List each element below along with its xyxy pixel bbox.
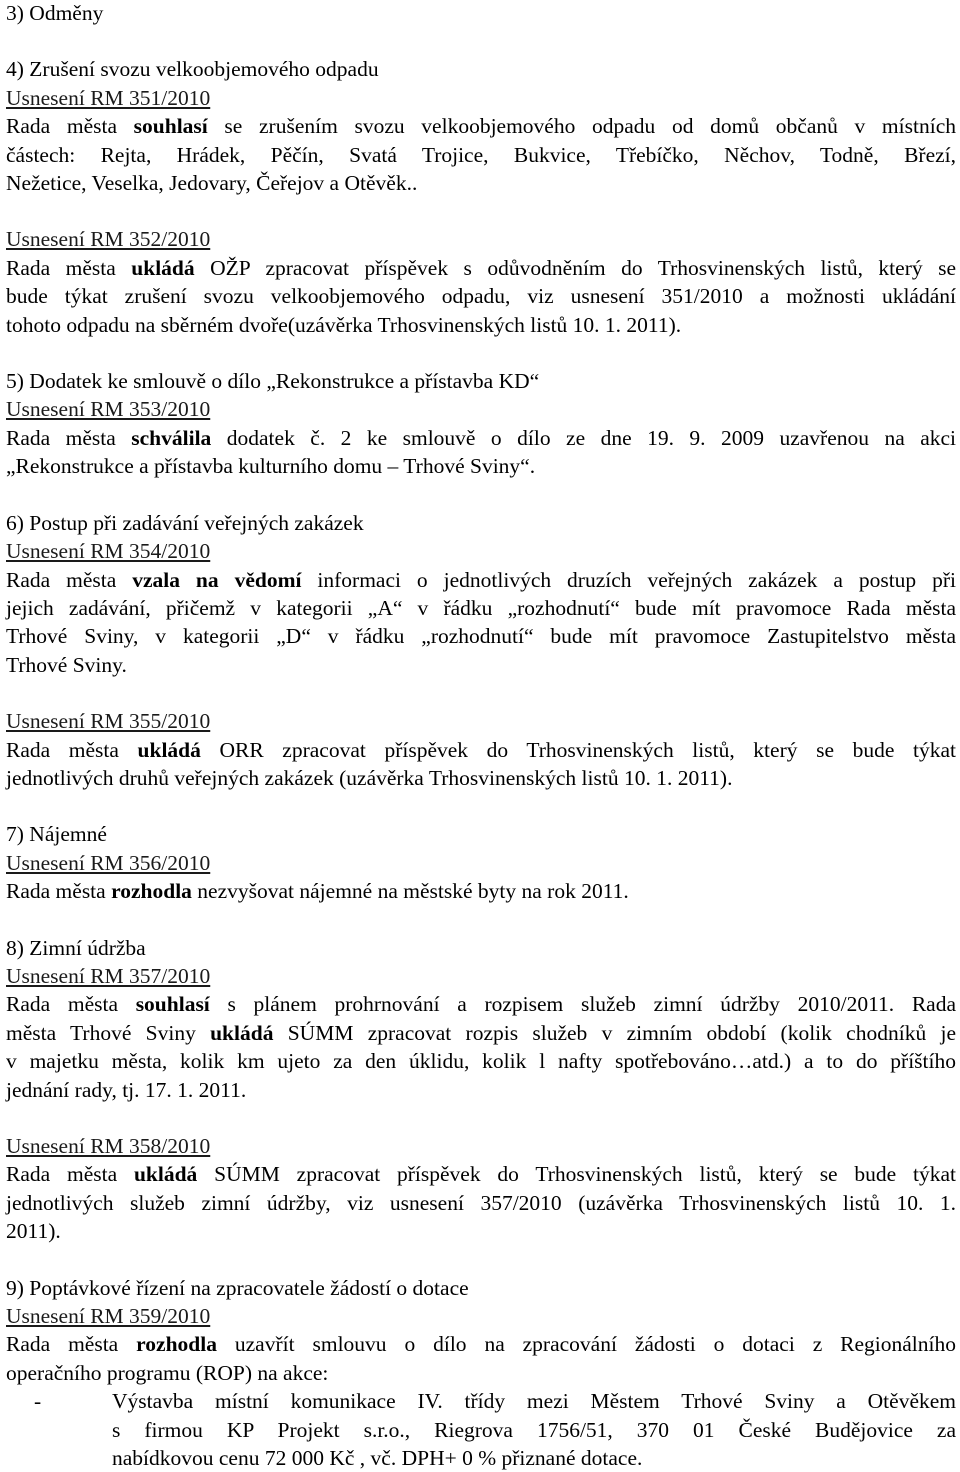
resolution-text-line: 2011). <box>6 1219 61 1244</box>
resolution-text-line: Rada města ukládá SÚMM zpracovat příspěvek do Trhosvinenských listů, který se bude týkat <box>6 1162 957 1187</box>
resolution-text-line: Rada města ukládá ORR zpracovat příspěvek do Trhosvinenských listů, který se bude týkat <box>6 737 956 762</box>
resolution-heading: Usnesení RM 355/2010 <box>6 709 211 734</box>
section-heading-7 <box>6 820 956 848</box>
resolution-text-line: „Rekonstrukce a přístavba kulturního domu – Trhové Sviny“. <box>6 454 536 479</box>
section-title: Zimní údržba <box>29 935 146 960</box>
resolution-verb: souhlasí <box>135 992 210 1017</box>
resolution-text-line: bude týkat zrušení svozu velkoobjemového odpadu, viz usnesení 351/2010 a možnosti ukládání <box>6 284 956 309</box>
section-title: Dodatek ke smlouvě o dílo „Rekonstrukce a přístavba KD“ <box>29 369 540 394</box>
resolution-verb: ukládá <box>137 737 201 762</box>
list-item-line: Výstavba místní komunikace IV. třídy mezi Městem Trhové Sviny a Otěvěkem <box>112 1389 956 1414</box>
resolution-text-line: jednání rady, tj. 17. 1. 2011. <box>6 1077 247 1102</box>
resolution-verb: ukládá <box>131 255 195 280</box>
section-title: Nájemné <box>29 822 107 847</box>
resolution-verb: vzala na vědomí <box>132 567 302 592</box>
resolution-text-line: operačního programu (ROP) na akce: <box>6 1360 329 1385</box>
resolution-heading: Usnesení RM 357/2010 <box>6 963 211 988</box>
resolution-text-line: Rada města schválila dodatek č. 2 ke smlouvě o dílo ze dne 19. 9. 2009 uzavřenou na akci <box>6 425 957 450</box>
resolution-verb: schválila <box>131 425 212 450</box>
resolution-heading: Usnesení RM 359/2010 <box>6 1304 211 1329</box>
section-heading-6 <box>6 509 956 537</box>
resolution-text-line: města Trhové Sviny ukládá SÚMM zpracovat rozpis služeb v zimním období (kolik chodníků je <box>6 1020 956 1045</box>
resolution-heading: Usnesení RM 356/2010 <box>6 850 211 875</box>
resolution-verb: souhlasí <box>133 114 208 139</box>
resolution-heading: Usnesení RM 351/2010 <box>6 85 211 110</box>
resolution-text-line: Rada města souhlasí se zrušením svozu velkoobjemového odpadu od domů občanů v místních <box>6 114 956 139</box>
section-number: 7) <box>6 822 24 847</box>
section-title: Odměny <box>29 1 104 25</box>
section-heading-8 <box>6 934 956 962</box>
resolution-verb: ukládá <box>133 1162 198 1187</box>
resolution-text-line: částech: Rejta, Hrádek, Pěčín, Svatá Trojice, Bukvice, Třebíčko, Něchov, Todně, Březí, <box>6 142 956 167</box>
section-number: 6) <box>6 510 24 535</box>
resolution-heading: Usnesení RM 354/2010 <box>6 539 211 564</box>
resolution-text-line: Rada města rozhodla nezvyšovat nájemné na městské byty na rok 2011. <box>6 879 629 904</box>
resolution-verb: ukládá <box>210 1020 274 1045</box>
list-item-line: nabídkovou cenu 72 000 Kč , vč. DPH+ 0 % přiznané dotace. <box>112 1446 643 1471</box>
section-heading-4 <box>6 55 956 83</box>
resolution-text-line: v majetku města, kolik km ujeto za den úklidu, kolik l nafty spotřebováno…atd.) a to do příštího <box>6 1049 956 1074</box>
section-number: 8) <box>6 935 24 960</box>
resolution-text-line: jejich zadávání, přičemž v kategorii „A“ v řádku „rozhodnutí“ bude mít pravomoce Rada města <box>6 595 956 620</box>
list-item-line: s firmou KP Projekt s.r.o., Riegrova 1756/51, 370 01 České Budějovice za <box>112 1417 956 1442</box>
section-number: 5) <box>6 369 24 394</box>
resolution-heading: Usnesení RM 353/2010 <box>6 397 211 422</box>
resolution-text-line: Rada města vzala na vědomí informaci o jednotlivých druzích veřejných zakázek a postup při <box>6 567 956 592</box>
section-title: Zrušení svozu velkoobjemového odpadu <box>29 57 379 82</box>
resolution-verb: rozhodla <box>136 1332 217 1357</box>
section-number: 4) <box>6 57 24 82</box>
list-item <box>6 1387 956 1472</box>
section-number: 9) <box>6 1275 24 1300</box>
resolution-text-line: Trhové Sviny, v kategorii „D“ v řádku „rozhodnutí“ bude mít pravomoce Zastupitelstvo města <box>6 624 956 649</box>
section-title: Poptávkové řízení na zpracovatele žádostí o dotace <box>29 1275 469 1300</box>
section-heading-9 <box>6 1274 956 1302</box>
resolution-text-line: Rada města ukládá OŽP zpracovat příspěvek s odůvodněním do Trhosvinenských listů, který se <box>6 255 956 280</box>
resolution-heading: Usnesení RM 352/2010 <box>6 227 211 252</box>
resolution-text-line: jednotlivých služeb zimní údržby, viz usnesení 357/2010 (uzávěrka Trhosvinenských listů 10. 1. <box>6 1190 956 1215</box>
resolution-text-line: Rada města rozhodla uzavřít smlouvu o dílo na zpracování žádosti o dotaci z Regionálního <box>6 1332 957 1357</box>
resolution-text-line: Rada města souhlasí s plánem prohrnování a rozpisem služeb zimní údržby 2010/2011. Rada <box>6 992 956 1017</box>
resolution-text-line: Trhové Sviny. <box>6 652 127 677</box>
section-number: 3) <box>6 1 24 25</box>
section-heading-5 <box>6 367 956 395</box>
resolution-text-line: jednotlivých druhů veřejných zakázek (uzávěrka Trhosvinenských listů 10. 1. 2011). <box>6 765 733 790</box>
resolution-verb: rozhodla <box>111 879 192 904</box>
resolution-text-line: tohoto odpadu na sběrném dvoře(uzávěrka Trhosvinenských listů 10. 1. 2011). <box>6 312 682 337</box>
document-page <box>6 0 956 1472</box>
resolution-heading: Usnesení RM 358/2010 <box>6 1134 211 1158</box>
resolution-text-line: Nežetice, Veselka, Jedovary, Čeřejov a Otěvěk.. <box>6 171 418 196</box>
section-title: Postup při zadávání veřejných zakázek <box>29 510 364 535</box>
section-heading-3 <box>6 0 956 27</box>
list-dash: - <box>34 1389 42 1414</box>
